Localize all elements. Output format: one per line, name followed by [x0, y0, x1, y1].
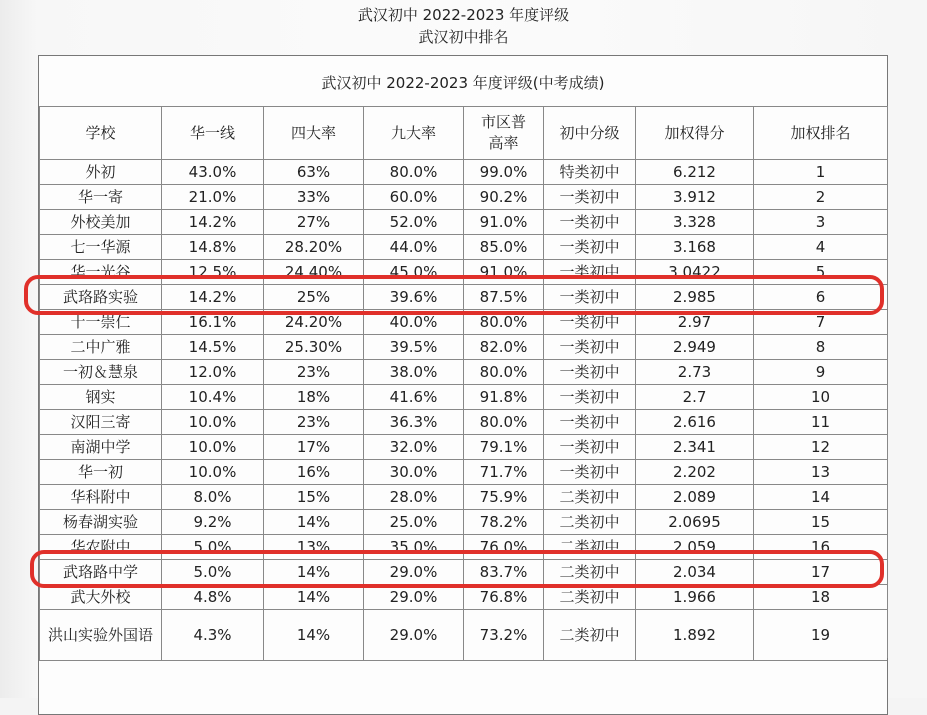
- table-cell: 南湖中学: [40, 435, 162, 460]
- table-cell: 99.0%: [464, 160, 544, 185]
- table-cell: 41.6%: [364, 385, 464, 410]
- table-cell: 二类初中: [544, 610, 636, 661]
- table-cell: 2.73: [636, 360, 754, 385]
- table-cell: 4: [754, 235, 888, 260]
- table-cell: 18%: [264, 385, 364, 410]
- table-cell: 29.0%: [364, 560, 464, 585]
- table-cell: 45.0%: [364, 260, 464, 285]
- table-cell: 14: [754, 485, 888, 510]
- table-cell: 25%: [264, 285, 364, 310]
- table-cell: 36.3%: [364, 410, 464, 435]
- table-cell: 9.2%: [162, 510, 264, 535]
- highlight-box-wuluolu-shiyan: [24, 275, 884, 315]
- table-cell: 10.0%: [162, 435, 264, 460]
- table-cell: 12.0%: [162, 360, 264, 385]
- table-cell: 1.966: [636, 585, 754, 610]
- table-bottom-edge: [38, 658, 888, 698]
- document-title: 武汉初中 2022-2023 年度评级: [357, 6, 570, 24]
- table-cell: 华一光谷: [40, 260, 162, 285]
- table-cell: 14%: [264, 510, 364, 535]
- table-cell: 一类初中: [544, 335, 636, 360]
- table-cell: 杨春湖实验: [40, 510, 162, 535]
- table-cell: 13: [754, 460, 888, 485]
- table-cell: 16.1%: [162, 310, 264, 335]
- table-cell: 二类初中: [544, 510, 636, 535]
- table-cell: 外初: [40, 160, 162, 185]
- table-cell: 14%: [264, 585, 364, 610]
- table-cell: 一类初中: [544, 435, 636, 460]
- table-cell: 4.8%: [162, 585, 264, 610]
- table-cell: 一类初中: [544, 285, 636, 310]
- table-cell: 1.892: [636, 610, 754, 661]
- table-cell: 60.0%: [364, 185, 464, 210]
- table-cell: 七一华源: [40, 235, 162, 260]
- table-cell: 33%: [264, 185, 364, 210]
- table-cell: 14.5%: [162, 335, 264, 360]
- table-cell: 特类初中: [544, 160, 636, 185]
- table-row: [40, 460, 888, 485]
- table-cell: 79.1%: [464, 435, 544, 460]
- table-cell: 24.20%: [264, 310, 364, 335]
- table-cell: 11: [754, 410, 888, 435]
- table-row: [40, 185, 888, 210]
- column-header: 加权得分: [636, 107, 754, 160]
- table-cell: 28.20%: [264, 235, 364, 260]
- table-cell: 洪山实验外国语: [40, 610, 162, 661]
- highlight-box-wuluolu-zhongxue: [30, 550, 884, 588]
- table-cell: 73.2%: [464, 610, 544, 661]
- table-row: [40, 385, 888, 410]
- table-cell: 39.5%: [364, 335, 464, 360]
- table-cell: 2.202: [636, 460, 754, 485]
- table-cell: 63%: [264, 160, 364, 185]
- table-cell: 83.7%: [464, 560, 544, 585]
- table-row: [40, 610, 888, 661]
- table-cell: 7: [754, 310, 888, 335]
- table-cell: 2.7: [636, 385, 754, 410]
- table-cell: 14.8%: [162, 235, 264, 260]
- table-cell: 15: [754, 510, 888, 535]
- table-cell: 87.5%: [464, 285, 544, 310]
- table-cell: 2.985: [636, 285, 754, 310]
- table-cell: 一类初中: [544, 385, 636, 410]
- table-cell: 华农附中: [40, 535, 162, 560]
- table-cell: 8.0%: [162, 485, 264, 510]
- table-row: [40, 510, 888, 535]
- column-header: 加权排名: [754, 107, 888, 160]
- table-cell: 91.0%: [464, 260, 544, 285]
- table-cell: 3.328: [636, 210, 754, 235]
- column-header: 华一线: [162, 107, 264, 160]
- table-cell: 二类初中: [544, 485, 636, 510]
- table-cell: 武珞路实验: [40, 285, 162, 310]
- table-row: [40, 585, 888, 610]
- table-cell: 16%: [264, 460, 364, 485]
- table-cell: 17: [754, 560, 888, 585]
- table-cell: 6.212: [636, 160, 754, 185]
- table-cell: 78.2%: [464, 510, 544, 535]
- table-cell: 13%: [264, 535, 364, 560]
- table-cell: 二类初中: [544, 585, 636, 610]
- table-row: [40, 160, 888, 185]
- table-cell: 一类初中: [544, 185, 636, 210]
- table-cell: 23%: [264, 360, 364, 385]
- table-cell: 一类初中: [544, 460, 636, 485]
- table-row: [40, 335, 888, 360]
- table-cell: 80.0%: [464, 360, 544, 385]
- table-cell: 14%: [264, 610, 364, 661]
- table-cell: 二类初中: [544, 535, 636, 560]
- table-cell: 3.168: [636, 235, 754, 260]
- table-cell: 24.40%: [264, 260, 364, 285]
- table-cell: 6: [754, 285, 888, 310]
- table-cell: 2.089: [636, 485, 754, 510]
- table-cell: 23%: [264, 410, 364, 435]
- table-cell: 27%: [264, 210, 364, 235]
- table-cell: 10.4%: [162, 385, 264, 410]
- table-cell: 一类初中: [544, 210, 636, 235]
- table-cell: 29.0%: [364, 610, 464, 661]
- table-cell: 39.6%: [364, 285, 464, 310]
- table-cell: 14%: [264, 560, 364, 585]
- table-cell: 3.912: [636, 185, 754, 210]
- table-cell: 一类初中: [544, 360, 636, 385]
- table-cell: 2.616: [636, 410, 754, 435]
- table-cell: 91.8%: [464, 385, 544, 410]
- table-cell: 16: [754, 535, 888, 560]
- table-cell: 武珞路中学: [40, 560, 162, 585]
- table-cell: 25.30%: [264, 335, 364, 360]
- table-cell: 75.9%: [464, 485, 544, 510]
- table-cell: 5.0%: [162, 535, 264, 560]
- table-cell: 华科附中: [40, 485, 162, 510]
- table-cell: 71.7%: [464, 460, 544, 485]
- table-header-row: [40, 107, 888, 160]
- table-cell: 76.0%: [464, 535, 544, 560]
- table-row: [40, 210, 888, 235]
- table-cell: 14.2%: [162, 285, 264, 310]
- table-cell: 华一寄: [40, 185, 162, 210]
- table-cell: 35.0%: [364, 535, 464, 560]
- table-cell: 3: [754, 210, 888, 235]
- table-cell: 2.059: [636, 535, 754, 560]
- table-cell: 40.0%: [364, 310, 464, 335]
- table-caption: 武汉初中 2022-2023 年度评级(中考成绩): [39, 56, 887, 107]
- table-cell: 3.0422: [636, 260, 754, 285]
- table-row: [40, 410, 888, 435]
- table-cell: 5: [754, 260, 888, 285]
- table-cell: 华一初: [40, 460, 162, 485]
- table-cell: 17%: [264, 435, 364, 460]
- table-cell: 15%: [264, 485, 364, 510]
- table-cell: 90.2%: [464, 185, 544, 210]
- column-header: 市区普高率: [464, 107, 544, 160]
- document-subtitle: 武汉初中排名: [418, 28, 509, 46]
- table-cell: 76.8%: [464, 585, 544, 610]
- table-cell: 2.0695: [636, 510, 754, 535]
- table-cell: 一类初中: [544, 410, 636, 435]
- column-header: 初中分级: [544, 107, 636, 160]
- table-cell: 武大外校: [40, 585, 162, 610]
- table-row: [40, 485, 888, 510]
- table-cell: 2.97: [636, 310, 754, 335]
- table-cell: 29.0%: [364, 585, 464, 610]
- table-cell: 12: [754, 435, 888, 460]
- table-cell: 一初＆慧泉: [40, 360, 162, 385]
- table-cell: 二类初中: [544, 560, 636, 585]
- table-row: [40, 235, 888, 260]
- table-cell: 91.0%: [464, 210, 544, 235]
- table-cell: 一类初中: [544, 235, 636, 260]
- table-cell: 21.0%: [162, 185, 264, 210]
- table-cell: 19: [754, 610, 888, 661]
- table-cell: 2.341: [636, 435, 754, 460]
- table-cell: 1: [754, 160, 888, 185]
- table-cell: 2: [754, 185, 888, 210]
- table-cell: 12.5%: [162, 260, 264, 285]
- table-cell: 一类初中: [544, 310, 636, 335]
- table-cell: 2.034: [636, 560, 754, 585]
- table-row: [40, 435, 888, 460]
- table-cell: 5.0%: [162, 560, 264, 585]
- column-header: 学校: [40, 107, 162, 160]
- table-cell: 10.0%: [162, 410, 264, 435]
- table-cell: 80.0%: [364, 160, 464, 185]
- table-cell: 2.949: [636, 335, 754, 360]
- table-cell: 4.3%: [162, 610, 264, 661]
- table-cell: 30.0%: [364, 460, 464, 485]
- table-cell: 28.0%: [364, 485, 464, 510]
- table-cell: 38.0%: [364, 360, 464, 385]
- table-cell: 80.0%: [464, 410, 544, 435]
- table-cell: 10: [754, 385, 888, 410]
- table-cell: 汉阳三寄: [40, 410, 162, 435]
- table-cell: 44.0%: [364, 235, 464, 260]
- table-cell: 二中广雅: [40, 335, 162, 360]
- table-cell: 钢实: [40, 385, 162, 410]
- table-cell: 14.2%: [162, 210, 264, 235]
- table-cell: 8: [754, 335, 888, 360]
- table-cell: 85.0%: [464, 235, 544, 260]
- ranking-table-frame: [38, 55, 888, 715]
- table-cell: 9: [754, 360, 888, 385]
- table-cell: 25.0%: [364, 510, 464, 535]
- table-cell: 80.0%: [464, 310, 544, 335]
- table-cell: 32.0%: [364, 435, 464, 460]
- table-cell: 43.0%: [162, 160, 264, 185]
- table-cell: 外校美加: [40, 210, 162, 235]
- column-header: 四大率: [264, 107, 364, 160]
- table-cell: 10.0%: [162, 460, 264, 485]
- table-row: [40, 360, 888, 385]
- table-cell: 十一崇仁: [40, 310, 162, 335]
- table-cell: 一类初中: [544, 260, 636, 285]
- table-cell: 82.0%: [464, 335, 544, 360]
- column-header: 九大率: [364, 107, 464, 160]
- table-cell: 18: [754, 585, 888, 610]
- table-cell: 52.0%: [364, 210, 464, 235]
